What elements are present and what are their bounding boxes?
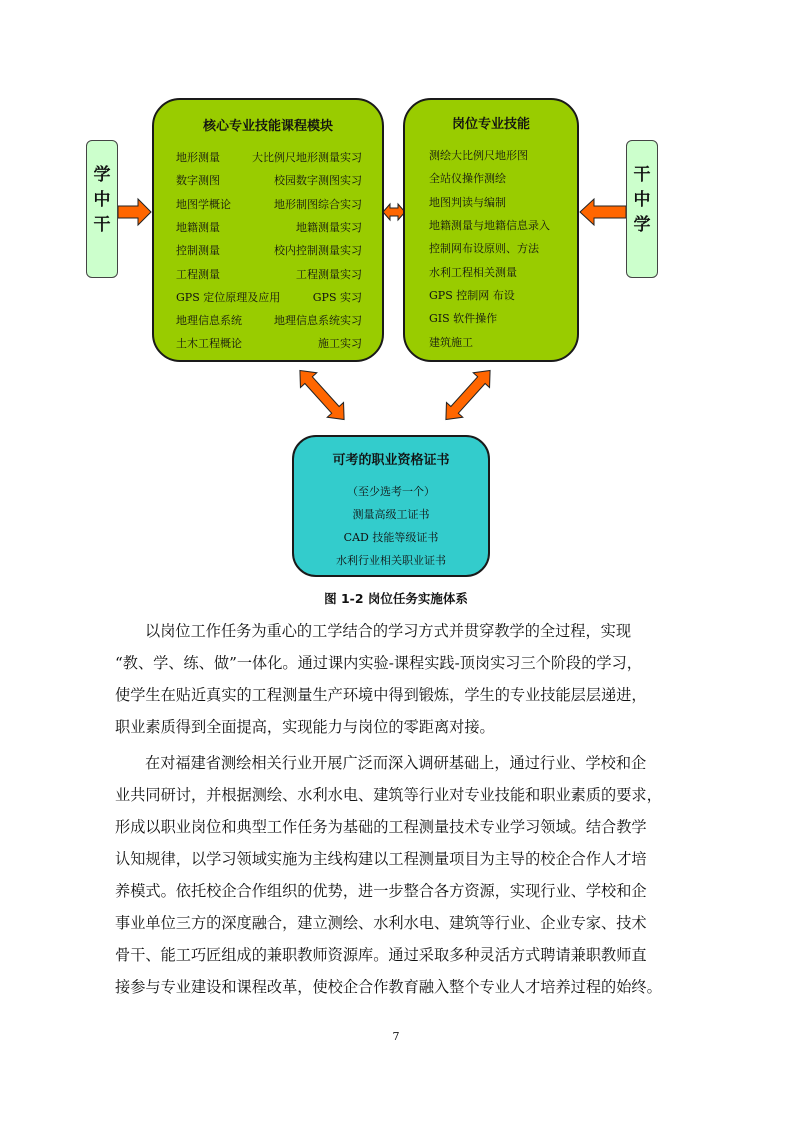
arrow-left-to-core bbox=[118, 199, 151, 225]
right-label-char: 干 bbox=[633, 165, 651, 185]
paragraph-line: 形成以职业岗位和典型工作任务为基础的工程测量技术专业学习领域。结合教学 bbox=[115, 818, 647, 836]
left-label-char: 中 bbox=[93, 190, 111, 210]
post-skill-item: GIS 软件操作 bbox=[429, 312, 498, 325]
paragraph-line: 在对福建省测绘相关行业开展广泛而深入调研基础上，通过行业、学校和企 bbox=[145, 754, 647, 772]
core-practice: 地形制图综合实习 bbox=[274, 198, 362, 211]
core-practice: 工程测量实习 bbox=[296, 268, 362, 281]
certificate-note: （至少选考一个） bbox=[347, 485, 435, 498]
certificate-item: CAD 技能等级证书 bbox=[343, 531, 439, 544]
post-skill-item: 建筑施工 bbox=[429, 336, 473, 349]
paragraph-line: 职业素质得到全面提高，实现能力与岗位的零距离对接。 bbox=[115, 718, 495, 736]
core-practice: 地籍测量实习 bbox=[296, 221, 362, 234]
right-label-char: 中 bbox=[633, 190, 651, 210]
post-skill-item: 地图判读与编制 bbox=[429, 196, 506, 209]
core-course: 地形测量 bbox=[176, 151, 220, 164]
arrow-right-to-skills bbox=[580, 199, 626, 225]
certificates-title: 可考的职业资格证书 bbox=[332, 453, 450, 468]
core-course: GPS 定位原理及应用 bbox=[176, 291, 281, 304]
certificates-box bbox=[292, 435, 490, 577]
paragraph-line: 以岗位工作任务为重心的工学结合的学习方式并贯穿教学的全过程，实现 bbox=[145, 622, 631, 640]
core-course: 地图学概论 bbox=[176, 198, 231, 211]
core-practice: GPS 实习 bbox=[312, 291, 362, 304]
paragraph-line: 接参与专业建设和课程改革，使校企合作教育融入整个专业人才培养过程的始终。 bbox=[115, 978, 662, 996]
paragraph-line: 骨干、能工巧匠组成的兼职教师资源库。通过采取多种灵活方式聘请兼职教师直 bbox=[115, 946, 647, 964]
core-course: 数字测图 bbox=[176, 174, 220, 187]
post-skills-title: 岗位专业技能 bbox=[451, 117, 530, 132]
post-skill-item: 控制网布设原则、方法 bbox=[429, 242, 539, 255]
core-course: 地理信息系统 bbox=[176, 314, 242, 327]
core-course: 地籍测量 bbox=[176, 221, 220, 234]
paragraph-line: 养模式。依托校企合作组织的优势，进一步整合各方资源，实现行业、学校和企 bbox=[115, 882, 647, 900]
right-label-char: 学 bbox=[633, 215, 651, 235]
left-label-char: 学 bbox=[93, 165, 111, 185]
double-arrow-core-skills bbox=[383, 204, 405, 220]
core-practice: 校园数字测图实习 bbox=[274, 174, 362, 187]
body-paragraph-2 bbox=[115, 747, 689, 1003]
paragraph-line: “教、学、练、做”一体化。通过课内实验-课程实践-顶岗实习三个阶段的学习， bbox=[115, 654, 642, 672]
core-module-title: 核心专业技能课程模块 bbox=[202, 119, 333, 134]
post-skill-item: GPS 控制网 布设 bbox=[429, 289, 515, 302]
paragraph-line: 业共同研讨，并根据测绘、水利水电、建筑等行业对专业技能和职业素质的要求， bbox=[115, 786, 662, 804]
core-practice: 大比例尺地形测量实习 bbox=[252, 151, 362, 164]
core-practice: 校内控制测量实习 bbox=[274, 244, 362, 257]
body-paragraph-1 bbox=[115, 615, 689, 743]
core-practice: 施工实习 bbox=[318, 337, 362, 350]
paragraph-line: 事业单位三方的深度融合，建立测绘、水利水电、建筑等行业、企业专家、技术 bbox=[115, 914, 647, 932]
post-skill-item: 地籍测量与地籍信息录入 bbox=[429, 219, 550, 232]
page-number: 7 bbox=[392, 1030, 400, 1043]
paragraph-line: 认知规律，以学习领域实施为主线构建以工程测量项目为主导的校企合作人才培 bbox=[115, 850, 647, 868]
core-course: 土木工程概论 bbox=[176, 337, 242, 350]
core-course: 控制测量 bbox=[176, 244, 220, 257]
double-arrow-skills-cert bbox=[438, 363, 499, 427]
left-label-box bbox=[86, 140, 118, 278]
paragraph-line: 使学生在贴近真实的工程测量生产环境中得到锻炼，学生的专业技能层层递进， bbox=[115, 686, 647, 704]
certificate-item: 测量高级工证书 bbox=[352, 508, 430, 521]
right-label-box bbox=[626, 140, 658, 278]
post-skill-item: 全站仪操作测绘 bbox=[429, 172, 506, 185]
double-arrow-core-cert bbox=[292, 363, 353, 427]
post-skill-item: 水利工程相关测量 bbox=[429, 266, 517, 279]
post-skill-item: 测绘大比例尺地形图 bbox=[429, 149, 528, 162]
core-course: 工程测量 bbox=[176, 268, 220, 281]
core-practice: 地理信息系统实习 bbox=[274, 314, 362, 327]
left-label-char: 干 bbox=[93, 215, 111, 235]
certificate-item: 水利行业相关职业证书 bbox=[336, 554, 446, 567]
figure-caption: 图 1-2 岗位任务实施体系 bbox=[324, 591, 468, 606]
post-skills-box bbox=[403, 98, 579, 362]
core-module-box bbox=[152, 98, 384, 362]
